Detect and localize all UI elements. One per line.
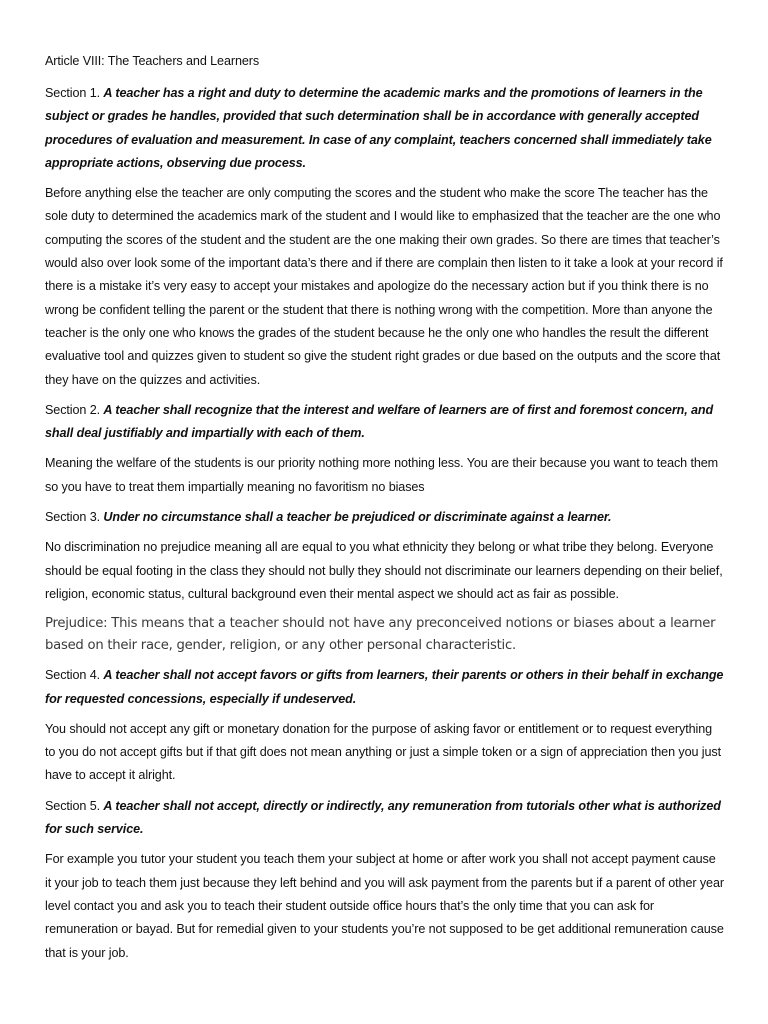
section-2-heading [45,399,725,446]
section-4-heading [45,664,725,711]
section-5-label: Section 5. [45,798,101,813]
section-1-text: A teacher has a right and duty to determine the academic marks and the promotions of learners in the subject or grades he handles, provided that such determination shall be in accordance with generally accepted procedures of evaluation and measurement. In case of any complaint, teachers concerned shall immediately take appropriate actions, observing due process. [45,86,712,170]
section-5-paragraph: For example you tutor your student you teach them your subject at home or after work you shall not accept payment cause it your job to teach them just because they left behind and you will ask payment from the parents but if a parent of other year level contact you and ask you to teach their student outside office hours that’s the only time that you can ask for remuneration or bayad. But for remedial given to your students you’re not supposed to be get additional remuneration cause that is your job. [45,852,724,960]
section-1-heading [45,82,725,175]
section-4-text: A teacher shall not accept favors or gifts from learners, their parents or others in their behalf in exchange for requested concessions, especially if undeserved. [45,668,724,706]
section-3-heading [45,506,725,529]
section-1-label: Section 1. [45,86,101,100]
section-2-paragraph: Meaning the welfare of the students is our priority nothing more nothing less. You are their because you want to teach them so you have to treat them impartially meaning no favoritism no biases [45,456,719,494]
section-1-paragraph: Before anything else the teacher are only computing the scores and the student who make the score The teacher has the sole duty to determined the academics mark of the student and I would like to emphasized that the teacher are the one who computing the scores of the student and the student are the one making their own grades. So there are times that teacher’s would also over look some of the important data’s there and if there are complain then listen to it take a look at your record if there is a mistake it’s very easy to accept your mistakes and apologize do the necessary action but if you think there is no wrong be confident telling the parent or the student that there is nothing wrong with the competition. More than anyone the teacher is the only one who knows the grades of the student because he the only one who handles the result the different evaluative tool and quizzes given to student so give the student right grades or due based on the outputs and the score that they have on the quizzes and activities. [45,186,723,387]
section-3-label: Section 3. [45,510,101,525]
section-3-paragraph: No discrimination no prejudice meaning all are equal to you what ethnicity they belong or what tribe they belong. Everyone should be equal footing in the class they should not bully they should not discriminate our learners depending on their belief, religion, economic status, cultural background even their mental aspect we should act as fair as possible. [45,540,723,601]
prejudice-note: Prejudice: This means that a teacher should not have any preconceived notions or biases about a learner based on their race, gender, religion, or any other personal characteristic. [45,616,716,654]
section-5-text: A teacher shall not accept, directly or indirectly, any remuneration from tutorials other what is authorized for such service. [45,798,721,837]
section-2-label: Section 2. [45,402,101,417]
section-2-text: A teacher shall recognize that the interest and welfare of learners are of first and foremost concern, and shall deal justifiably and impartially with each of them. [45,402,714,441]
section-4-paragraph: You should not accept any gift or monetary donation for the purpose of asking favor or entitlement or to request everything to you do not accept gifts but if that gift does not mean anything or just a simple token or a sign of appreciation then you just have to accept it alright. [45,721,721,783]
section-4-label: Section 4. [45,668,101,683]
section-5-heading [45,795,725,842]
section-3-text: Under no circumstance shall a teacher be prejudiced or discriminate against a learner. [103,510,612,525]
article-title: Article VIII: The Teachers and Learners [45,54,260,68]
document-page [45,48,725,972]
